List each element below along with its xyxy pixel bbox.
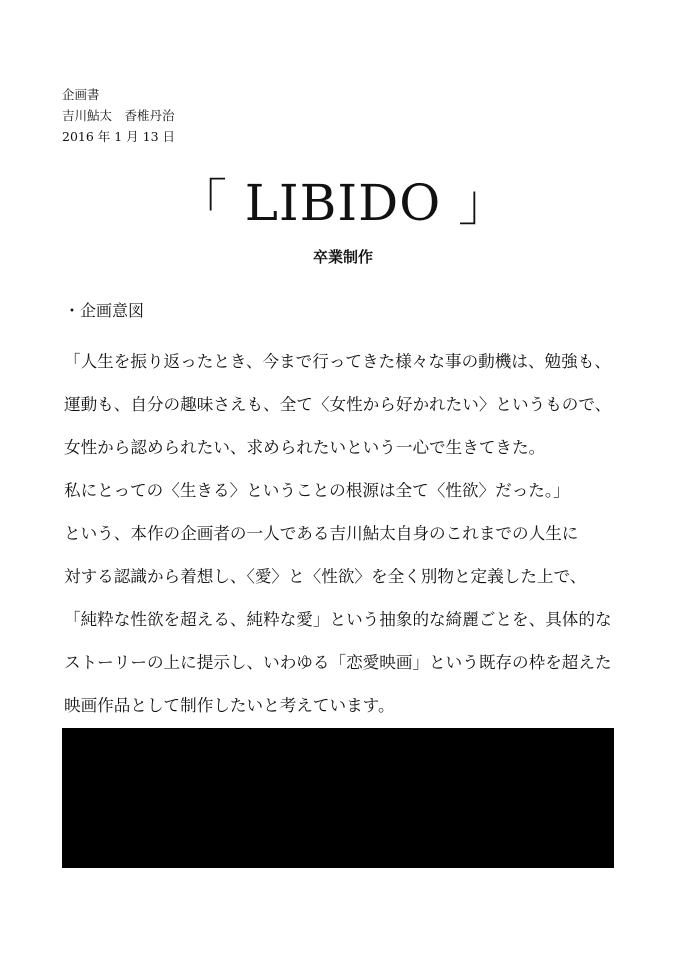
body-line: 運動も、自分の趣味さえも、全て〈女性から好かれたい〉というもので、 — [64, 395, 612, 414]
body-line: 映画作品として制作したいと考えています。 — [64, 696, 395, 715]
redaction-block — [62, 728, 614, 868]
body-line: ストーリーの上に提示し、いわゆる「恋愛映画」という既存の枠を超えた — [64, 653, 612, 672]
body-line: 女性から認められたい、求められたいという一心で生きてきた。 — [64, 438, 546, 457]
section-heading: ・企画意図 — [64, 301, 145, 320]
document-meta — [62, 84, 175, 147]
section-body — [64, 340, 644, 727]
authors: 吉川鮎太 香椎丹治 — [62, 108, 175, 123]
page-subtitle: 卒業制作 — [312, 248, 373, 266]
body-line: 「人生を振り返ったとき、今まで行ってきた様々な事の動機は、勉強も、 — [64, 352, 611, 371]
body-line: 私にとっての〈生きる〉ということの根源は全て〈性欲〉だった。」 — [64, 481, 570, 500]
body-line: 対する認識から着想し、〈愛〉と〈性欲〉を全く別物と定義した上で、 — [64, 567, 587, 586]
document-date: 2016 年 1 月 13 日 — [62, 129, 176, 144]
body-line: 「純粋な性欲を超える、純粋な愛」という抽象的な綺麗ごとを、具体的な — [64, 610, 612, 629]
page-title: 「 LIBIDO 」 — [176, 174, 510, 232]
document-type: 企画書 — [62, 87, 100, 102]
body-line: という、本作の企画者の一人である吉川鮎太自身のこれまでの人生に — [64, 524, 579, 543]
